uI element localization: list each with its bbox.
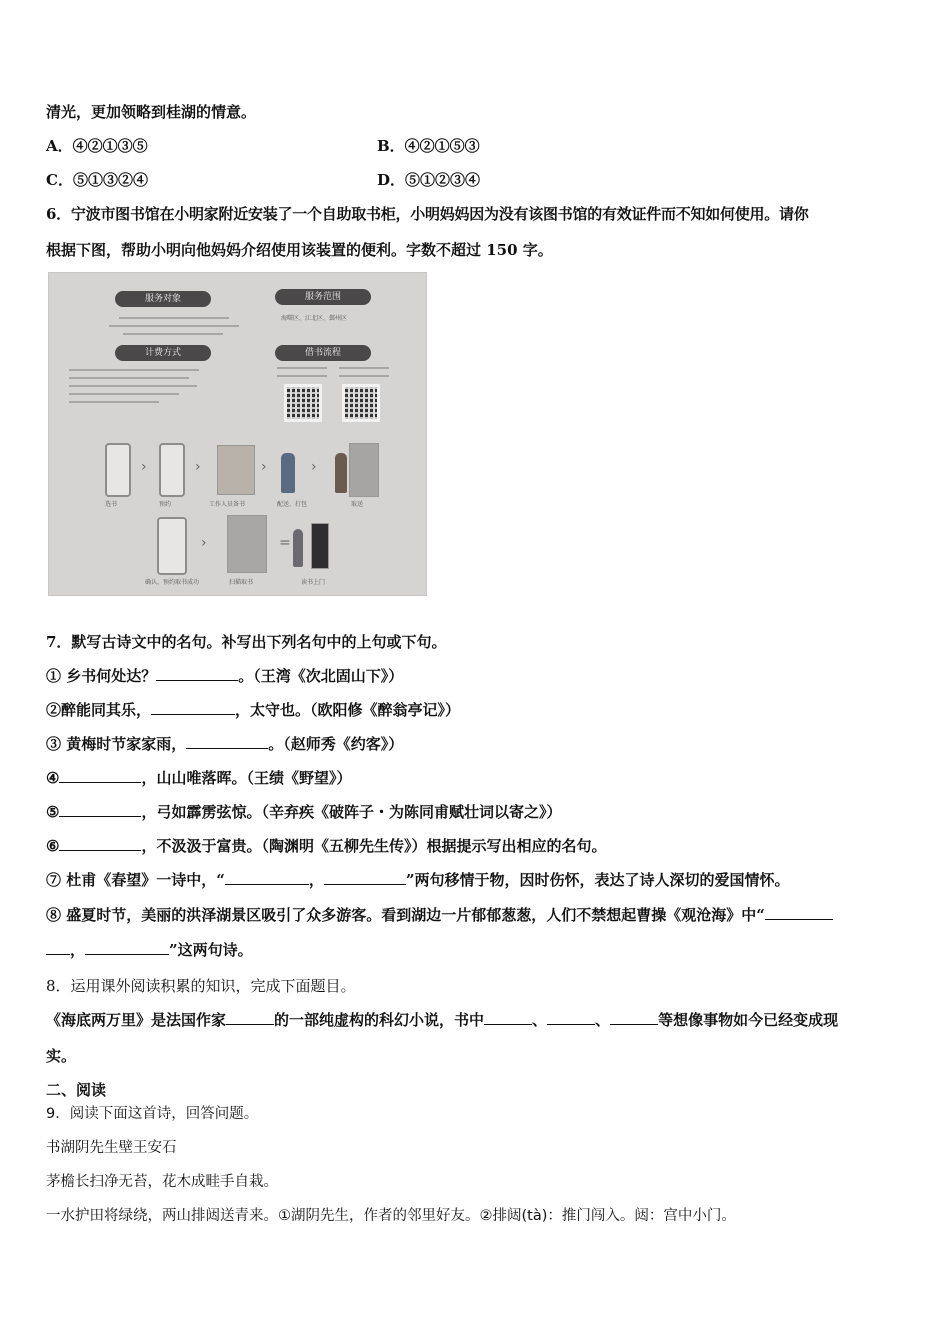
option-c: C．⑤①③②④ [46, 171, 148, 189]
phone-step6 [157, 517, 187, 575]
q5-tail: 清光，更加领略到桂湖的情意。 [46, 103, 257, 121]
q7-title: 7．默写古诗文中的名句。补写出下列名句中的上句或下句。 [46, 633, 447, 651]
step-label-1: 选书 [105, 501, 118, 508]
library-infographic: 服务对象 服务范围 海曙区、江北区、鄞州区 计费方式 借书流程 › › › › 选书 预约 工作人员备书 配送、打包 取送 › = 确认、预约取书成功 扫描取书 读书上门 [48, 272, 427, 596]
reader-figure [293, 529, 303, 567]
poem-line-1: 茅檐长扫净无苔，花木成畦手自栽。 [46, 1174, 278, 1190]
step-label-7: 扫描取书 [229, 579, 254, 586]
phone-step2 [159, 443, 185, 497]
qr-code-2 [345, 387, 377, 419]
worker-figure [335, 453, 347, 493]
q7-item-6: ⑥ ，不汲汲于富贵。（陶渊明《五柳先生传》）根据提示写出相应的名句。 [46, 837, 607, 855]
billing-pill: 计费方式 [115, 345, 211, 361]
phone-step1 [105, 443, 131, 497]
locker-step1 [349, 443, 379, 497]
q9-title: 9．阅读下面这首诗，回答问题。 [46, 1106, 259, 1122]
q7-item-3: ③ 黄梅时节家家雨， 。（赵师秀《约客》） [46, 735, 404, 753]
q7-item-8: ⑧ 盛夏时节，美丽的洪泽湖景区吸引了众多游客。看到湖边一片郁郁葱葱，人们不禁想起曹操《观沧海》中“ [46, 905, 833, 925]
service-range-text: 海曙区、江北区、鄞州区 [281, 315, 348, 322]
poem-title: 书湖阴先生壁王安石 [46, 1140, 177, 1156]
q7-item-1: ① 乡书何处达？ 。（王湾《次北固山下》） [46, 667, 404, 685]
courier-figure [281, 453, 295, 493]
step-label-5: 取送 [351, 501, 364, 508]
section-reading-heading: 二、阅读 [46, 1081, 107, 1099]
q8-line2: 实。 [46, 1047, 77, 1065]
q7-item-4: ④ ，山山唯落晖。（王绩《野望》） [46, 769, 352, 787]
q8-title: 8．运用课外阅读积累的知识，完成下面题目。 [46, 977, 356, 995]
step-label-2: 预约 [159, 501, 172, 508]
step-label-8: 读书上门 [301, 579, 326, 586]
qr-code-1 [287, 387, 319, 419]
locker-step2 [227, 515, 267, 573]
q7-item-5: ⑤ ，弓如霹雳弦惊。（辛弃疾《破阵子・为陈同甫赋壮词以寄之》） [46, 803, 562, 821]
q7-item-7: ⑦ 杜甫《春望》一诗中，“ ， ”两句移情于物，因时伤怀，表达了诗人深切的爱国情怀。 [46, 871, 790, 889]
q7-item-2: ②醉能同其乐， ，太守也。（欧阳修《醉翁亭记》） [46, 701, 461, 719]
borrow-process-pill: 借书流程 [275, 345, 371, 361]
service-target-pill: 服务对象 [115, 291, 211, 307]
option-b: B．④②①⑤③ [377, 137, 480, 155]
door-icon [311, 523, 329, 569]
option-d: D．⑤①②③④ [377, 171, 481, 189]
step-label-4: 配送、打包 [277, 501, 308, 508]
bookshelf [217, 445, 255, 495]
q7-item-8-cont: ， ”这两句诗。 [46, 940, 253, 960]
q6-line2: 根据下图，帮助小明向他妈妈介绍使用该装置的便利。字数不超过 150 字。 [46, 241, 553, 259]
step-label-6: 确认、预约取书成功 [145, 579, 200, 586]
service-range-pill: 服务范围 [275, 289, 371, 305]
step-label-3: 工作人员备书 [209, 501, 246, 508]
q8-line1: 《海底两万里》是法国作家 的一部纯虚构的科幻小说，书中 、 、 等想像事物如今已经变成现 [46, 1011, 839, 1029]
poem-line-2: 一水护田将绿绕，两山排闼送青来。①湖阴先生，作者的邻里好友。②排闼(tà)：推门闯入。闼：宫中小门。 [46, 1208, 736, 1224]
option-a: A．④②①③⑤ [46, 137, 148, 155]
q6-line1: 6．宁波市图书馆在小明家附近安装了一个自助取书柜，小明妈妈因为没有该图书馆的有效证件而不知如何使用。请你 [46, 205, 809, 223]
